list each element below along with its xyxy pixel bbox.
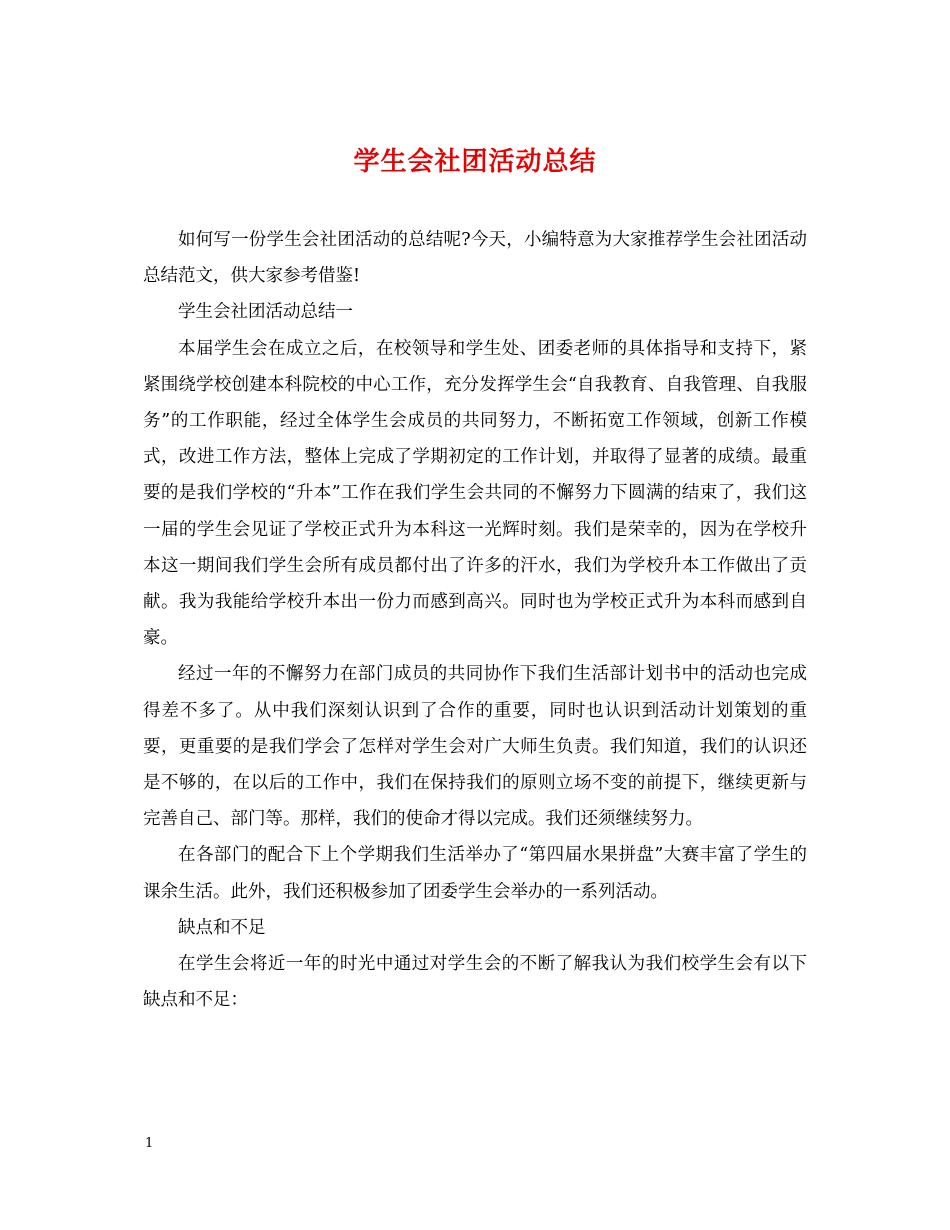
section-heading-summary-one: 学生会社团活动总结一 <box>178 302 353 323</box>
document-title: 学生会社团活动总结 <box>353 147 597 177</box>
paragraph-shortcomings: 在学生会将近一年的时光中通过对学生会的不断了解我认为我们校学生会有以下缺点和不足： <box>143 954 807 1011</box>
paragraph-teamwork: 经过一年的不懈努力在部门成员的共同协作下我们生活部计划书中的活动也完成得差不多了。从中我们深刻认识到了合作的重要，同时也认识到活动计划策划的重要，更重要的是我们学会了怎样对学生会对广大师生负责。我们知道，我们的认识还是不够的，在以后的工作中，我们在保持我们的原则立场不变的前提下，继续更新与完善自己、部门等。那样，我们的使命才得以完成。我们还须继续努力。 <box>143 664 807 830</box>
page-number: 1 <box>145 1136 154 1151</box>
paragraph-activities: 在各部门的配合下上个学期我们生活举办了“第四届水果拼盘”大赛丰富了学生的课余生活。此外，我们还积极参加了团委学生会举办的一系列活动。 <box>143 845 807 902</box>
document-body <box>143 222 807 1018</box>
paragraph-intro: 如何写一份学生会社团活动的总结呢?今天，小编特意为大家推荐学生会社团活动总结范文，供大家参考借鉴! <box>143 230 807 287</box>
paragraph-achievements: 本届学生会在成立之后，在校领导和学生处、团委老师的具体指导和支持下，紧紧围绕学校创建本科院校的中心工作，充分发挥学生会“自我教育、自我管理、自我服务”的工作职能，经过全体学生会成员的共同努力，不断拓宽工作领域，创新工作模式，改进工作方法，整体上完成了学期初定的工作计划，并取得了显著的成绩。最重要的是我们学校的“升本”工作在我们学生会共同的不懈努力下圆满的结束了，我们这一届的学生会见证了学校正式升为本科这一光辉时刻。我们是荣幸的，因为在学校升本这一期间我们学生会所有成员都付出了许多的汗水，我们为学校升本工作做出了贡献。我为我能给学校升本出一份力而感到高兴。同时也为学校正式升为本科而感到自豪。 <box>143 338 807 649</box>
section-heading-shortcomings: 缺点和不足 <box>178 917 266 938</box>
